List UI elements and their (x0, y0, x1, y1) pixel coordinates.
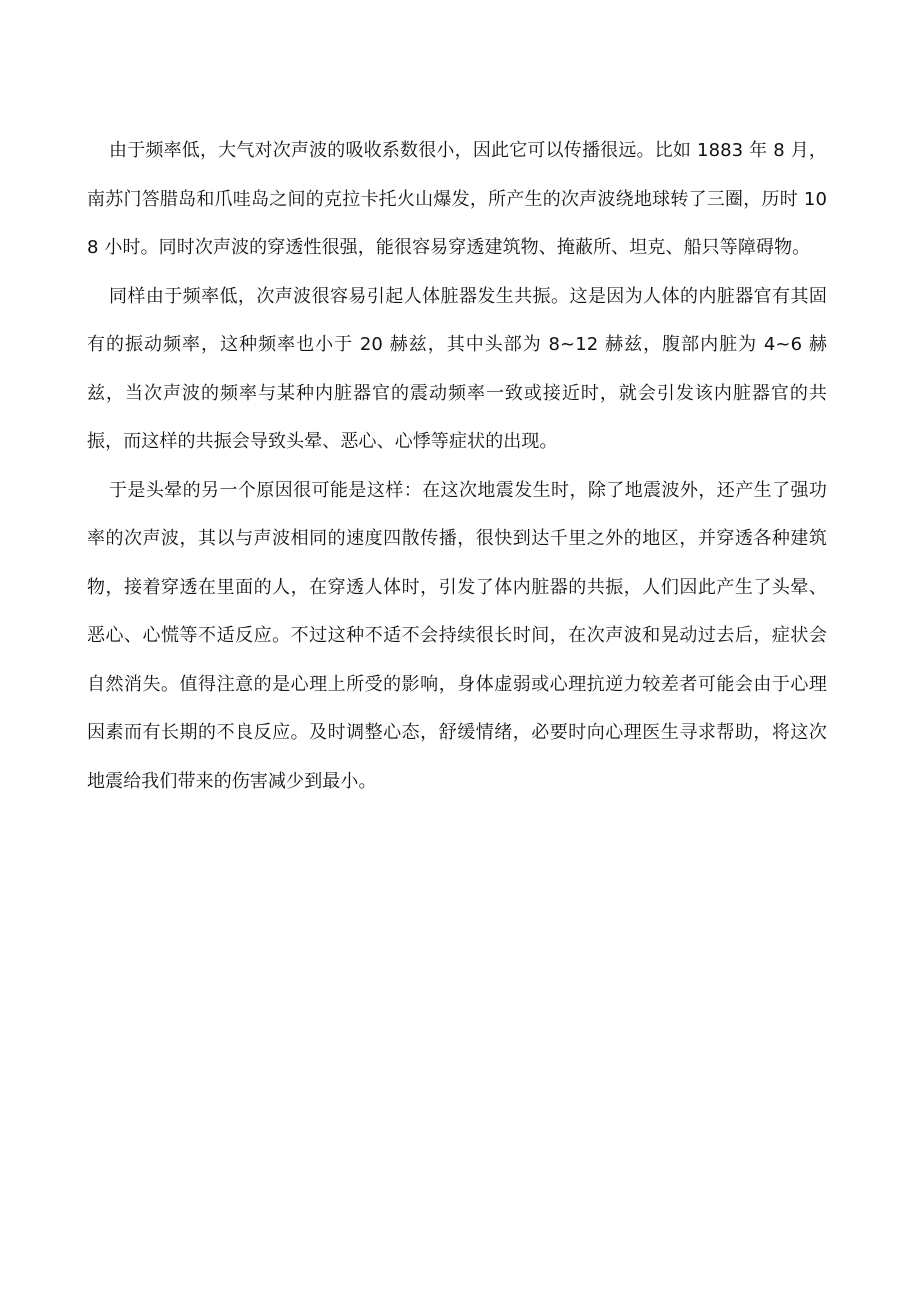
paragraph-infrasound-propagation: 由于频率低，大气对次声波的吸收系数很小，因此它可以传播很远。比如 1883 年 8 月，南苏门答腊岛和爪哇岛之间的克拉卡托火山爆发，所产生的次声波绕地球转了三圈，历时 108 小时。同时次声波的穿透性很强，能很容易穿透建筑物、掩蔽所、坦克、船只等障碍物。 (87, 140, 827, 258)
paragraph-organ-resonance: 同样由于频率低，次声波很容易引起人体脏器发生共振。这是因为人体的内脏器官有其固有的振动频率，这种频率也小于 20 赫兹，其中头部为 8~12 赫兹，腹部内脏为 4~6 赫兹，当次声波的频率与某种内脏器官的震动频率一致或接近时，就会引发该内脏器官的共振，而这样的共振会导致头晕、恶心、心悸等症状的出现。 (87, 285, 827, 452)
paragraph-earthquake-dizziness: 于是头晕的另一个原因很可能是这样：在这次地震发生时，除了地震波外，还产生了强功率的次声波，其以与声波相同的速度四散传播，很快到达千里之外的地区，并穿透各种建筑物，接着穿透在里面的人，在穿透人体时，引发了体内脏器的共振，人们因此产生了头晕、恶心、心慌等不适反应。不过这种不适不会持续很长时间，在次声波和晃动过去后，症状会自然消失。值得注意的是心理上所受的影响，身体虚弱或心理抗逆力较差者可能会由于心理因素而有长期的不良反应。及时调整心态，舒缓情绪，必要时向心理医生寻求帮助，将这次地震给我们带来的伤害减少到最小。 (87, 479, 827, 792)
document-body (87, 127, 827, 806)
